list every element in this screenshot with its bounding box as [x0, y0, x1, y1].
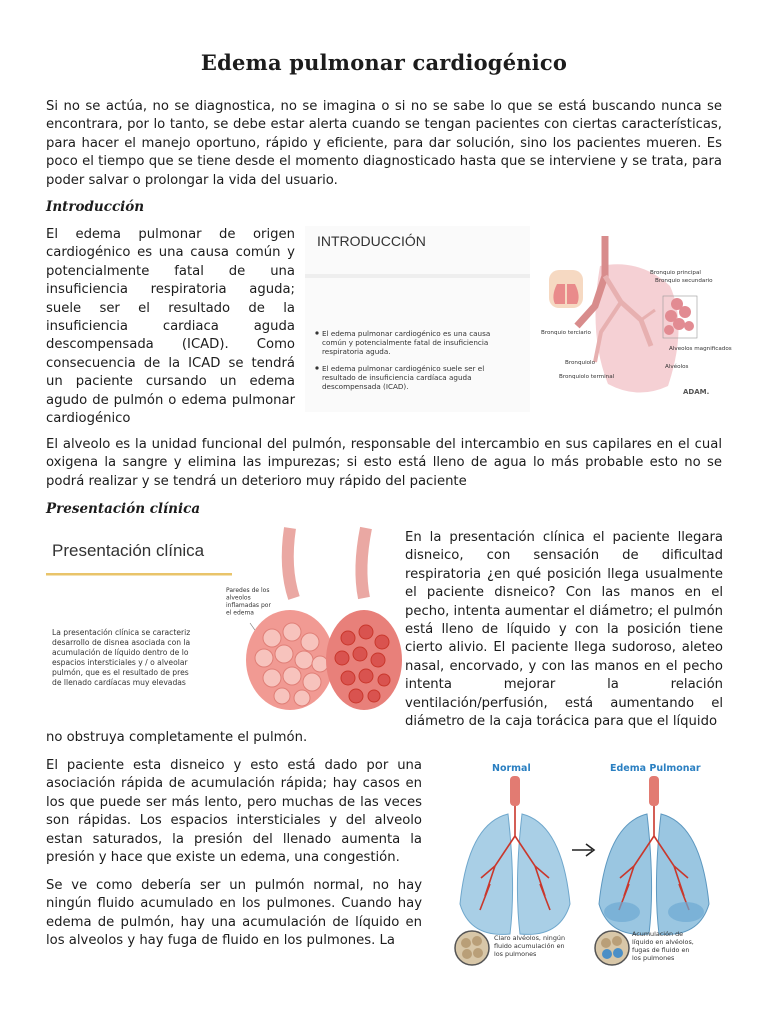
- intro-slide-bullet-2: El edema pulmonar cardiogénico suele ser el resultado de insuficiencia cardíaca aguda descompensada (ICAD).: [322, 364, 485, 391]
- adam-logo: ADAM.: [683, 388, 710, 396]
- label-bronquiolo-terminal: Bronquiolo terminal: [559, 374, 615, 380]
- presentacion-clinica-figure: [46, 528, 388, 718]
- label-bronquio-principal: Bronquio principal: [650, 270, 701, 276]
- clinica-callout-text: Paredes de los alveolos inflamadas por el edema: [226, 587, 271, 617]
- caption-edema: Acumulación de líquido en alvéolos, fugas de fluido en los pulmones: [632, 930, 694, 962]
- section-heading-introduccion: Introducción: [46, 199, 145, 215]
- introduccion-paragraph: El edema pulmonar de origen cardiogénico es una causa común y potencialmente fatal de una insuficiencia respiratoria aguda; suele ser el resultado de la insuficiencia cardiaca aguda descompensada (ICAD). Como consecuencia de la ICAD se tendrá un paciente cursando un edema agudo de pulmón o edema pulmonar cardiogénico: [46, 227, 295, 427]
- alveolo-paragraph: El alveolo es la unidad funcional del pulmón, responsable del intercambio en sus capilares en el cual oxigena la sangre y elimina las impurezas; si esto está lleno de agua lo más probable esto no se podrá realizar y se tendrá un deterioro muy rápido del paciente: [46, 437, 722, 489]
- clinica-slide-title: Presentación clínica: [52, 541, 205, 560]
- section-heading-presentacion-clinica: Presentación clínica: [46, 501, 201, 517]
- label-bronquio-secundario: Bronquio secundario: [655, 278, 713, 284]
- label-bronquiolo: Bronquiolo: [565, 360, 596, 366]
- normal-alveoli-magnified: [455, 931, 489, 965]
- edema-alveoli-magnified: [595, 931, 629, 965]
- page-title: Edema pulmonar cardiogénico: [200, 50, 568, 75]
- intro-slide-title: INTRODUCCIÓN: [317, 233, 426, 249]
- caption-normal: Claro alvéolos, ningún fluido acumulación en los pulmones: [494, 934, 566, 958]
- clinica-slide-body: La presentación clínica se caracteriz desarrollo de disnea asociada con la acumulación de líquido dentro de lo espacios intersticiales y / o alveolar pulmón, que es el resultado de pres de llenado cardíacas muy elevadas: [52, 628, 191, 687]
- label-alveolos-magnificados: Alveolos magnificados: [669, 346, 732, 352]
- label-edema-pulmonar: Edema Pulmonar: [610, 763, 701, 774]
- normal-vs-edema-figure: [452, 754, 727, 976]
- presentacion-clinica-continuation: no obstruya completamente el pulmón.: [46, 730, 308, 745]
- disneico-paragraph: El paciente esta disneico y esto está dado por una asociación rápida de acumulación rápida; hay casos en los que puede ser más lento, pero muchas de las veces son rápidas. Los espacios intersticiales y del alveolo estan saturados, la presión del llenado aumenta la presión y hace que existe un edema, una congestión.: [46, 758, 422, 866]
- label-alveolos: Alvéolos: [665, 364, 689, 370]
- label-normal: Normal: [492, 763, 531, 774]
- torso-icon: [549, 270, 583, 308]
- presentacion-clinica-paragraph: En la presentación clínica el paciente llegara disneico, con sensación de dificultad respiratoria ¿en qué posición llega usualmente el paciente disneico? Con las manos en el pecho, intenta aumentar el diámetro; el pulmón está lleno de líquido y con la posición tiene cierto alivio. El paciente llega sudoroso, aleteo nasal, encorvado, y con las manos en el pecho intenta mejorar la relación ventilación/perfusión, está aumentando el diámetro de la caja torácica para que el líquido: [405, 530, 723, 730]
- intro-slide-bullet-1: El edema pulmonar cardiogénico es una causa común y potencialmente fatal de insuficiencia respiratoria aguda.: [322, 329, 491, 356]
- intro-paragraph: Si no se actúa, no se diagnostica, no se imagina o si no se sabe lo que se está buscando nunca se encontrara, por lo tanto, se debe estar alerta cuando se tengan pacientes con ciertas características, para hacer el manejo oportuno, rápido y eficiente, para dar solución, sino los pacientes mueren. Es poco el tiempo que se tiene desde el momento diagnosticado hasta que se interviene y se trata, para poder salvar o prolongar la vida del usuario.: [46, 99, 722, 188]
- introduccion-figure: [305, 226, 732, 412]
- clinica-slide-accent-line: [46, 573, 232, 576]
- label-bronquio-terciario: Bronquio terciario: [541, 330, 591, 336]
- pulmon-normal-paragraph: Se ve como debería ser un pulmón normal, no hay ningún fluido acumulado en los pulmones. Cuando hay edema de pulmón, hay una acumulación de líquido en los alveolos y hay fuga de fluido en los pulmones. La: [46, 878, 422, 949]
